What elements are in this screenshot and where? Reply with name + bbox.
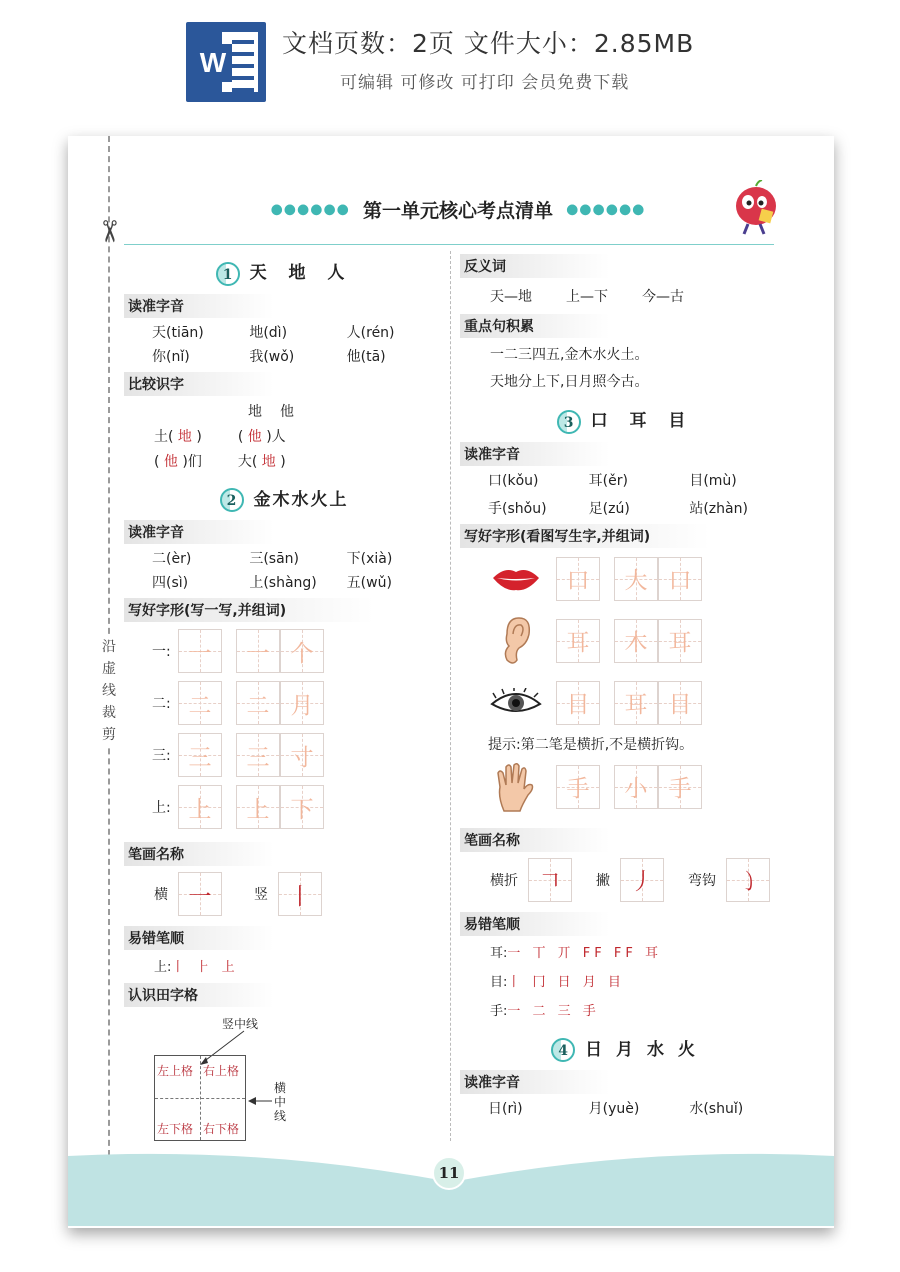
title-underline <box>124 244 774 245</box>
right-column <box>460 248 790 1122</box>
stroke-cell: 丿 <box>620 858 664 902</box>
tian-grid-cell: 上 <box>236 785 280 829</box>
pinyin-item: 我(wǒ) <box>249 348 295 365</box>
banner-title: 文档页数：2页 文件大小：2.85MB <box>282 29 695 58</box>
stroke-cell: ㇁ <box>726 858 770 902</box>
pinyin-item: 站(zhàn) <box>689 500 748 517</box>
section-label: 认识田字格 <box>124 983 274 1007</box>
writing-row <box>152 732 444 778</box>
pinyin-item: 水(shuǐ) <box>689 1101 744 1117</box>
compare-head-char: 他 <box>280 403 312 420</box>
word-document-icon <box>186 22 266 102</box>
stroke-order: 耳:一 丅 丌 FF FF 耳 <box>490 945 662 961</box>
pinyin-item: 他(tā) <box>346 348 386 365</box>
download-banner <box>0 0 900 120</box>
tian-grid-cell: 大 <box>614 557 658 601</box>
writing-row <box>152 680 444 726</box>
tian-grid-cell: 手 <box>658 765 702 809</box>
pinyin-item: 目(mù) <box>689 472 737 489</box>
tian-grid-cell: 月 <box>280 681 324 725</box>
stroke-sequence: 一 丅 丌 FF FF 耳 <box>507 945 662 961</box>
writing-row <box>152 628 444 674</box>
lesson-3-heading <box>460 406 790 434</box>
tian-grid-cell: 一 <box>178 629 222 673</box>
lips-icon <box>490 556 542 602</box>
section-label: 易错笔顺 <box>460 912 610 936</box>
pinyin-item: 口(kǒu) <box>488 472 539 489</box>
antonym-pair: 今—古 <box>642 289 684 305</box>
stroke-cell: 𠃍 <box>528 858 572 902</box>
antonym-pair: 上—下 <box>566 289 608 305</box>
answer-text: 他 <box>247 428 262 445</box>
lesson-title: 日 月 水 火 <box>585 1039 699 1060</box>
tian-grid-cell: 耳 <box>556 619 600 663</box>
writing-row <box>490 764 790 810</box>
stroke-sequence: 丨 ⺊ 上 <box>171 960 239 975</box>
compare-row: 土( 地 ) ( 他 )人 <box>154 428 286 445</box>
tian-grid-cell: 目 <box>658 681 702 725</box>
pinyin-item: 耳(ěr) <box>588 472 628 489</box>
tian-grid-cell: 下 <box>280 785 324 829</box>
writing-row <box>490 618 790 664</box>
pinyin-grid <box>124 548 444 592</box>
vertical-line-label: 竖中线 <box>222 1017 259 1031</box>
pinyin-item: 手(shǒu) <box>488 500 547 517</box>
sentence: 一二三四五,金木水火土。 <box>490 347 649 363</box>
tian-grid-cell: 寸 <box>280 733 324 777</box>
pinyin-grid <box>124 322 444 366</box>
tian-grid-cell: 三 <box>236 733 280 777</box>
compare-head-char: 地 <box>248 403 280 420</box>
stroke-order: 上:丨 ⺊ 上 <box>154 960 239 975</box>
pinyin-item: 上(shàng) <box>249 575 317 591</box>
lesson-title: 口 耳 目 <box>590 411 694 431</box>
stroke-name: 撇 <box>596 872 610 889</box>
lesson-number-badge: 4 <box>551 1038 575 1062</box>
apple-mascot-icon <box>730 180 782 238</box>
lesson-4-heading <box>460 1035 790 1063</box>
row-label: 二: <box>152 696 171 712</box>
tian-grid-cell: 口 <box>658 557 702 601</box>
stroke-sequence: 一 二 三 手 <box>507 1003 600 1019</box>
sentence-list <box>460 342 790 396</box>
section-label: 写好字形(写一写,并组词) <box>124 598 374 622</box>
section-label: 笔画名称 <box>124 842 274 866</box>
eye-icon <box>490 680 542 726</box>
scissors-icon: ✂ <box>91 218 127 245</box>
compare-chars <box>124 400 444 475</box>
document-page <box>68 136 834 1228</box>
stroke-names <box>490 858 790 902</box>
tian-grid-cell: 目 <box>556 681 600 725</box>
pinyin-item: 天(tiān) <box>152 324 204 341</box>
row-label: 一: <box>152 644 171 660</box>
stroke-name: 横折 <box>490 872 518 889</box>
section-label: 重点句积累 <box>460 314 610 338</box>
stroke-cell: 一 <box>178 872 222 916</box>
answer-text: 地 <box>261 453 276 470</box>
stroke-name: 横 <box>154 887 168 903</box>
tian-grid: 左上格 右上格 左下格 右下格 <box>154 1055 246 1141</box>
pinyin-item: 三(sān) <box>249 551 299 567</box>
hint-text: 提示:第二笔是横折,不是横折钩。 <box>488 736 694 753</box>
tian-grid-cell: 木 <box>614 619 658 663</box>
left-column <box>124 248 444 1141</box>
tian-grid-cell: 上 <box>178 785 222 829</box>
pinyin-item: 日(rì) <box>488 1101 523 1117</box>
stroke-order: 手:一 二 三 手 <box>490 1003 600 1019</box>
page-number: 11 <box>432 1156 466 1190</box>
tian-grid-cell: 个 <box>280 629 324 673</box>
pinyin-item: 月(yuè) <box>588 1101 640 1117</box>
title-dots-right: ●●●●●● <box>566 201 646 218</box>
antonym-pair: 天—地 <box>490 289 532 305</box>
stroke-order: 目:丨 冂 日 月 目 <box>490 974 625 990</box>
stroke-names <box>154 872 444 916</box>
banner-subtitle: 可编辑 可修改 可打印 会员免费下载 <box>340 73 630 93</box>
word-logo-letter: W <box>194 44 232 82</box>
pinyin-item: 地(dì) <box>249 324 288 341</box>
pinyin-item: 五(wǔ) <box>346 575 392 591</box>
unit-title: 第一单元核心考点清单 <box>362 200 553 222</box>
row-label: 上: <box>152 800 171 816</box>
tian-grid-cell: 小 <box>614 765 658 809</box>
section-label: 读准字音 <box>460 442 610 466</box>
section-label: 反义词 <box>460 254 610 278</box>
horizontal-line-label: 横中线 <box>274 1081 287 1123</box>
tian-grid-cell: 二 <box>236 681 280 725</box>
writing-row <box>152 784 444 830</box>
stroke-cell: 丨 <box>278 872 322 916</box>
sentence: 天地分上下,日月照今古。 <box>490 374 649 390</box>
lesson-title: 金木水火上 <box>253 489 349 510</box>
column-divider <box>450 251 451 1141</box>
pinyin-grid <box>460 470 790 518</box>
pinyin-item: 你(nǐ) <box>152 348 190 365</box>
writing-row <box>490 680 790 726</box>
section-label: 读准字音 <box>460 1070 610 1094</box>
tian-grid-cell: 二 <box>178 681 222 725</box>
section-label: 写好字形(看图写生字,并组词) <box>460 524 710 548</box>
tian-grid-diagram <box>124 1011 444 1141</box>
section-label: 易错笔顺 <box>124 926 274 950</box>
lesson-number-badge: 3 <box>557 410 581 434</box>
tian-grid-cell: 一 <box>236 629 280 673</box>
lesson-title: 天 地 人 <box>249 263 353 283</box>
tian-grid-cell: 手 <box>556 765 600 809</box>
lesson-number-badge: 1 <box>216 262 240 286</box>
antonym-list <box>460 286 790 306</box>
section-label: 比较识字 <box>124 372 274 396</box>
stroke-sequence: 丨 冂 日 月 目 <box>507 974 625 990</box>
pinyin-item: 人(rén) <box>346 324 395 341</box>
answer-text: 地 <box>177 428 192 445</box>
writing-row <box>490 556 790 602</box>
answer-text: 他 <box>163 453 178 470</box>
cut-hint: 沿虚线裁剪 <box>101 636 117 746</box>
pinyin-item: 下(xià) <box>346 551 393 567</box>
section-label: 读准字音 <box>124 294 274 318</box>
ear-icon <box>490 618 542 664</box>
pinyin-item: 四(sì) <box>152 575 189 591</box>
tian-grid-cell: 三 <box>178 733 222 777</box>
section-label: 笔画名称 <box>460 828 610 852</box>
hand-icon <box>490 764 542 810</box>
tian-grid-cell: 耳 <box>658 619 702 663</box>
pinyin-grid <box>460 1098 790 1118</box>
section-label: 读准字音 <box>124 520 274 544</box>
stroke-name: 竖 <box>254 887 268 903</box>
tian-grid-cell: 耳 <box>614 681 658 725</box>
tian-grid-cell: 口 <box>556 557 600 601</box>
row-label: 三: <box>152 748 171 764</box>
stroke-name: 弯钩 <box>688 872 716 889</box>
lesson-1-heading <box>124 258 444 286</box>
lesson-number-badge: 2 <box>220 488 244 512</box>
compare-row: ( 他 )们 大( 地 ) <box>154 453 286 470</box>
unit-title-block <box>268 196 648 223</box>
title-dots-left: ●●●●●● <box>270 201 350 218</box>
pinyin-item: 二(èr) <box>152 551 192 567</box>
lesson-2-heading <box>124 485 444 513</box>
pinyin-item: 足(zú) <box>588 500 630 517</box>
